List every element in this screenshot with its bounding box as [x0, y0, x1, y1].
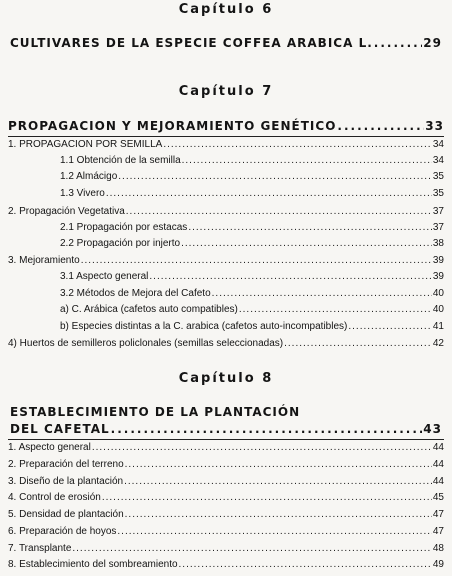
toc-entry — [8, 458, 444, 471]
leader-dots — [81, 254, 432, 267]
entry-page: 44 — [432, 442, 444, 453]
entry-label: 5. Densidad de plantación — [8, 509, 124, 520]
leader-dots — [124, 475, 432, 488]
entry-label: 1.1 Obtención de la semilla — [60, 155, 181, 166]
toc-entry — [8, 441, 444, 454]
leader-dots — [181, 237, 432, 250]
entry-label: 3.1 Aspecto general — [60, 271, 149, 282]
chapter-7-heading: Capítulo 7 — [178, 84, 274, 99]
toc-entry — [60, 303, 444, 316]
chapter-7-page: 33 — [425, 119, 444, 133]
entry-page: 49 — [432, 559, 444, 570]
entry-label: 7. Transplante — [8, 543, 72, 554]
entry-page: 48 — [432, 543, 444, 554]
entry-page: 39 — [432, 271, 444, 282]
entry-label: 3. Mejoramiento — [8, 255, 80, 266]
leader-dots — [239, 303, 432, 316]
toc-entry — [8, 558, 444, 571]
leader-dots — [118, 170, 432, 183]
entry-label: 2.1 Propagación por estacas — [60, 222, 188, 233]
leader-dots — [337, 120, 424, 133]
entry-page: 38 — [432, 238, 444, 249]
leader-dots — [284, 337, 432, 350]
toc-entry — [60, 170, 444, 183]
chapter-6-page: 29 — [423, 36, 442, 50]
entry-page: 44 — [432, 459, 444, 470]
chapter-7-title: PROPAGACION Y MEJORAMIENTO GENÉTICO — [8, 119, 337, 133]
entry-page: 35 — [432, 188, 444, 199]
chapter-6-title-row — [10, 37, 442, 50]
entry-page: 37 — [432, 206, 444, 217]
entry-label: 3.2 Métodos de Mejora del Cafeto — [60, 288, 211, 299]
leader-dots — [149, 270, 431, 283]
toc-entry — [8, 525, 444, 538]
entry-label: 1. PROPAGACION POR SEMILLA — [8, 139, 163, 150]
leader-dots — [102, 491, 432, 504]
leader-dots — [212, 287, 432, 300]
toc-entry — [8, 254, 444, 267]
entry-label: a) C. Arábica (cafetos auto compatibles) — [60, 304, 238, 315]
entry-label: 1.3 Vivero — [60, 188, 105, 199]
chapter-7-rule — [8, 136, 444, 137]
leader-dots — [374, 37, 423, 50]
entry-page: 44 — [432, 476, 444, 487]
entry-label: 8. Establecimiento del sombreamiento — [8, 559, 178, 570]
toc-entry — [8, 475, 444, 488]
leader-dots — [72, 542, 432, 555]
chapter-7-title-row — [8, 120, 444, 133]
leader-dots — [126, 205, 432, 218]
leader-dots — [125, 508, 432, 521]
toc-entry — [60, 237, 444, 250]
toc-entry — [60, 320, 444, 333]
entry-label: 6. Preparación de hoyos — [8, 526, 117, 537]
entry-label: 2.2 Propagación por injerto — [60, 238, 181, 249]
leader-dots — [117, 525, 431, 538]
entry-page: 40 — [432, 304, 444, 315]
toc-entry — [8, 542, 444, 555]
entry-label: 1.2 Almácigo — [60, 171, 118, 182]
toc-entry — [60, 154, 444, 167]
leader-dots — [92, 441, 432, 454]
entry-page: 41 — [432, 321, 444, 332]
leader-dots — [182, 154, 432, 167]
toc-entry — [8, 508, 444, 521]
toc-entry — [60, 221, 444, 234]
entry-label: 3. Diseño de la plantación — [8, 476, 124, 487]
chapter-8-title-line1: ESTABLECIMIENTO DE LA PLANTACIÓN — [10, 405, 301, 419]
chapter-8-rule — [8, 439, 444, 440]
leader-dots — [348, 320, 432, 333]
leader-dots — [163, 138, 432, 151]
chapter-8-page: 43 — [423, 422, 442, 436]
entry-page: 47 — [432, 509, 444, 520]
entry-page: 42 — [432, 338, 444, 349]
toc-entry — [8, 491, 444, 504]
entry-page: 45 — [432, 492, 444, 503]
entry-page: 47 — [432, 526, 444, 537]
toc-entry — [8, 337, 444, 350]
entry-label: 2. Preparación del terreno — [8, 459, 124, 470]
leader-dots — [125, 458, 432, 471]
entry-label: 4) Huertos de semilleros policlonales (semillas seleccionadas) — [8, 338, 284, 349]
chapter-8-title-row — [10, 423, 442, 436]
entry-page: 34 — [432, 139, 444, 150]
leader-dots — [179, 558, 432, 571]
leader-dots — [111, 423, 423, 436]
toc-entry — [60, 187, 444, 200]
toc-entry — [8, 138, 444, 151]
entry-page: 39 — [432, 255, 444, 266]
entry-label: 2. Propagación Vegetativa — [8, 206, 125, 217]
entry-page: 40 — [432, 288, 444, 299]
entry-label: 4. Control de erosión — [8, 492, 101, 503]
leader-dots — [188, 221, 432, 234]
chapter-8-title-line2: DEL CAFETAL — [10, 422, 110, 436]
chapter-6-heading: Capítulo 6 — [178, 2, 274, 17]
toc-entry — [8, 205, 444, 218]
entry-label: 1. Aspecto general — [8, 442, 91, 453]
chapter-6-title: CULTIVARES DE LA ESPECIE COFFEA ARABICA L. — [10, 36, 373, 50]
entry-page: 37 — [432, 222, 444, 233]
chapter-8-heading: Capítulo 8 — [178, 371, 274, 386]
toc-entry — [60, 270, 444, 283]
toc-entry — [60, 287, 444, 300]
entry-page: 35 — [432, 171, 444, 182]
leader-dots — [106, 187, 432, 200]
entry-page: 34 — [432, 155, 444, 166]
entry-label: b) Especies distintas a la C. arabica (cafetos auto-incompatibles) — [60, 321, 348, 332]
